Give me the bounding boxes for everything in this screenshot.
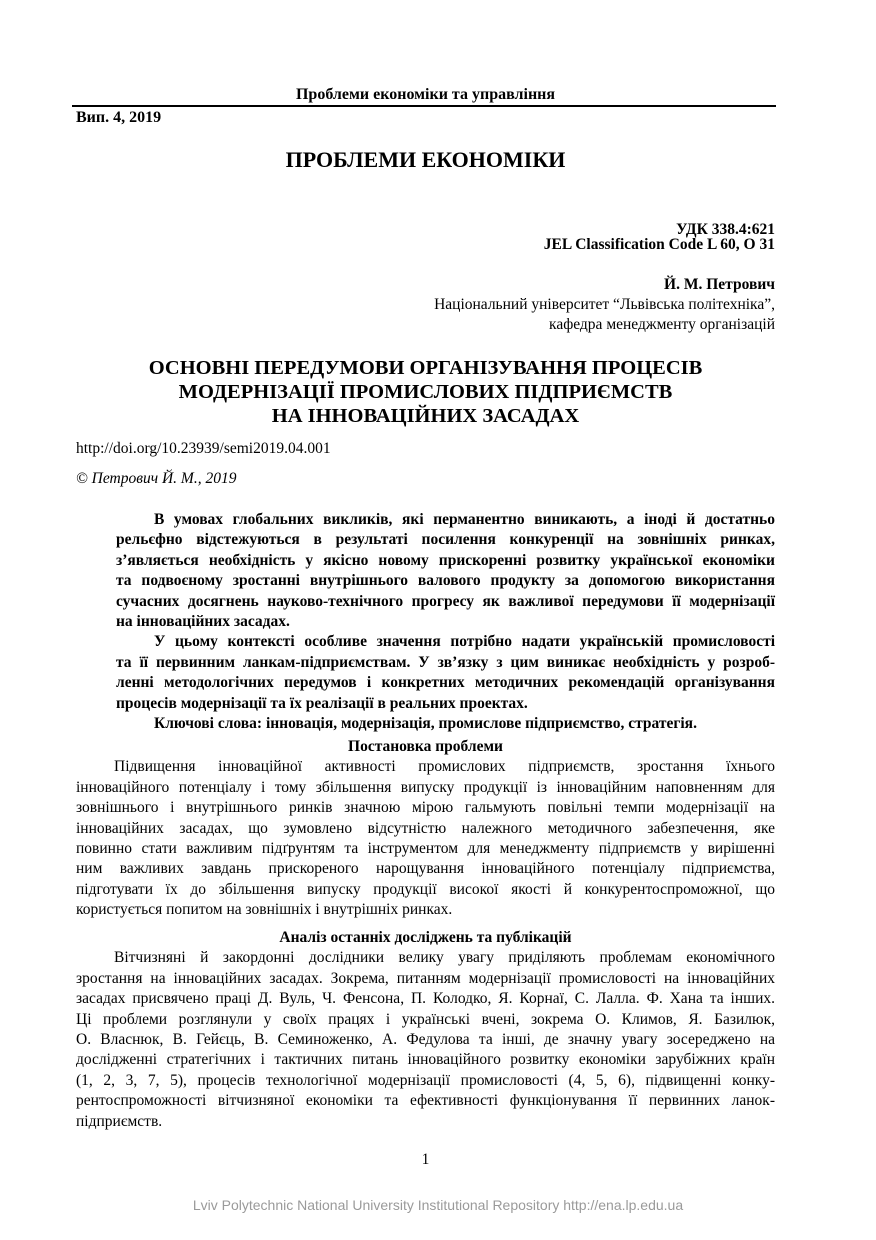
body-line: інноваційного потенціалу і тому збільшення випуску продукції із інноваційним наповненням для — [76, 778, 775, 796]
section-heading: Аналіз останніх досліджень та публікацій — [279, 929, 572, 946]
body-line: користується попитом на зовнішніх і внутрішніх ринках. — [76, 901, 453, 919]
body-line: зростання на інноваційних засадах. Зокрема, питанням модернізації промисловості на інноваційних — [76, 969, 775, 987]
abstract-line: та подвоєному зростанні внутрішнього валового продукту за допомогою використання — [116, 572, 775, 590]
body-line: О. Власнюк, В. Гейєць, В. Семиноженко, А. Федулова та інші, де значну увагу зосереджено на — [76, 1031, 775, 1049]
body-line: Ці проблеми розглянули у своїх працях і українські вчені, зокрема О. Климов, Я. Базилюк, — [76, 1010, 775, 1028]
abstract-line: процесів модернізації та їх реалізації в реальних проектах. — [116, 694, 528, 712]
header-rule — [72, 105, 776, 107]
body-line: підприємств. — [76, 1112, 163, 1130]
body-line: зовнішнього і внутрішнього ринків значною мірою гальмують повільні темпи модернізації на — [76, 799, 775, 817]
abstract-line: У цьому контексті особливе значення потрібно надати українській промисловості — [154, 633, 775, 651]
body-line: засадах присвячено праці Д. Вуль, Ч. Фенсона, П. Колодко, Я. Корнаї, С. Лалла. Ф. Хана та інших. — [76, 990, 775, 1008]
body-line: Вітчизняні й закордонні дослідники велику увагу приділяють проблемам економічного — [114, 949, 775, 967]
section-title: ПРОБЛЕМИ ЕКОНОМІКИ — [285, 147, 566, 172]
abstract-line: сучасних досягнень науково-технічного прогресу як важливої передумови її модернізації — [116, 592, 775, 610]
body-line: повинно стати важливим підґрунтям та інструментом для менеджменту підприємств у вирішенні — [76, 840, 775, 858]
body-line: (1, 2, 3, 7, 5), процесів технологічної модернізації промисловості (4, 5, 6), підвищенні конку- — [76, 1071, 775, 1089]
running-header: Проблеми економіки та управління — [295, 86, 556, 103]
body-line: ним важливих завдань прискореного нарощування інноваційного потенціалу підприємства, — [76, 860, 775, 878]
title-line: НА ІННОВАЦІЙНИХ ЗАСАДАХ — [271, 405, 580, 427]
author-name: Й. М. Петрович — [664, 276, 775, 293]
page-number: 1 — [421, 1151, 430, 1168]
section-literature-review — [76, 928, 775, 1132]
udc-code: УДК 338.4:621 — [676, 221, 775, 238]
jel-code: JEL Classification Code L 60, O 31 — [543, 236, 775, 253]
abstract-line: рельєфно відстежуються в результаті посилення конкуренції на зовнішніх ринках, — [116, 531, 775, 549]
body-line: дослідженні стратегічних і тактичних питань інноваційного розвитку економіки зарубіжних країн — [76, 1051, 775, 1069]
article-title — [76, 356, 775, 428]
abstract-line: ленні методологічних передумов і конкретних методичних рекомендацій організування — [116, 674, 775, 692]
section-heading: Постановка проблеми — [348, 738, 503, 755]
section-problem-statement — [76, 737, 775, 921]
affiliation-line: кафедра менеджменту організацій — [549, 316, 775, 333]
doi-link[interactable]: http://doi.org/10.23939/semi2019.04.001 — [76, 440, 331, 457]
title-line: МОДЕРНІЗАЦІЇ ПРОМИСЛОВИХ ПІДПРИЄМСТВ — [178, 381, 673, 403]
title-line: ОСНОВНІ ПЕРЕДУМОВИ ОРГАНІЗУВАННЯ ПРОЦЕСІВ — [148, 357, 703, 379]
issue-number: Вип. 4, 2019 — [76, 109, 162, 126]
keywords: Ключові слова: інновація, модернізація, промислове підприємство, стратегія. — [154, 715, 697, 733]
abstract-line: з’являється необхідність у якісно новому прискоренні розвитку української економіки — [116, 551, 775, 569]
abstract-line: на інноваційних засадах. — [116, 613, 290, 631]
repository-footer: Lviv Polytechnic National University Institutional Repository http://ena.lp.edu.ua — [192, 1197, 684, 1213]
abstract — [116, 510, 775, 734]
body-line: Підвищення інноваційної активності промислових підприємств, зростання їхнього — [114, 758, 775, 776]
body-line: підготувати їх до збільшення випуску продукції високої якості й конкурентоспроможної, що — [76, 880, 775, 898]
body-line: інноваційних засадах, що зумовлено відсутністю належного методичного забезпечення, яке — [76, 819, 775, 837]
affiliation-line: Національний університет “Львівська політехніка”, — [434, 296, 775, 313]
copyright: © Петрович Й. М., 2019 — [76, 470, 237, 487]
abstract-line: та її первинним ланкам-підприємствам. У зв’язку з цим виникає необхідність у розроб- — [116, 653, 775, 671]
body-line: рентоспроможності вітчизняної економіки та ефективності функціонування її первинних ланок- — [76, 1092, 775, 1110]
abstract-line: В умовах глобальних викликів, які перманентно виникають, а іноді й достатньо — [154, 511, 775, 528]
